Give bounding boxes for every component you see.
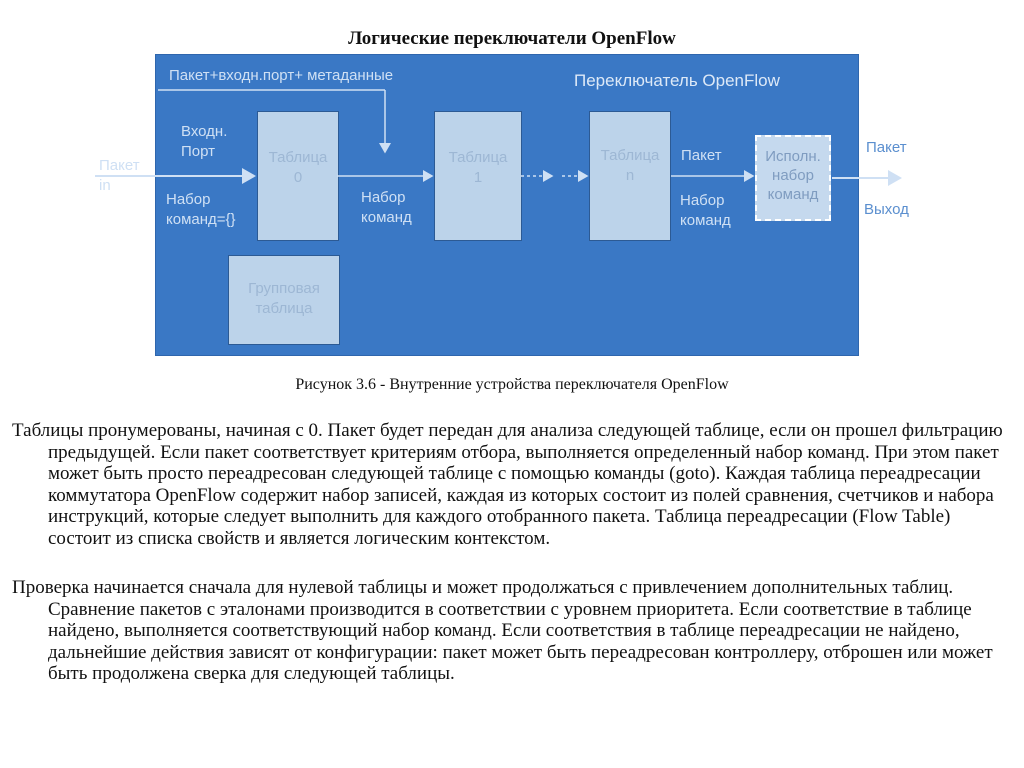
execute-line-2: набор <box>772 167 814 184</box>
table-0-line-2: 0 <box>293 169 303 186</box>
mid-action-set-line-1: Набор <box>361 189 406 206</box>
table-1-box <box>434 111 522 241</box>
output-packet-label: Пакет <box>866 139 907 156</box>
initial-action-set-label <box>166 190 236 230</box>
execute-line-3: команд <box>767 186 819 203</box>
header-label: Пакет+входн.порт+ метаданные <box>169 67 394 84</box>
packet-label: Пакет <box>681 147 722 164</box>
mid-action-set-label <box>361 188 412 228</box>
input-port-line-1: Входн. <box>181 123 228 140</box>
initial-action-set-line-1: Набор <box>166 191 211 208</box>
execute-line-1: Исполн. <box>765 148 821 165</box>
group-table-box <box>228 255 340 345</box>
input-packet-line-2: in <box>99 177 111 194</box>
input-packet-line-1: Пакет <box>99 157 140 174</box>
initial-action-set-line-2: команд={} <box>166 211 236 228</box>
input-port-line-2: Порт <box>181 143 216 160</box>
output-label: Выход <box>864 201 909 218</box>
table-n-line-1: Таблица <box>600 147 660 164</box>
group-table-line-1: Групповая <box>248 280 320 297</box>
openflow-switch-diagram <box>155 54 859 356</box>
table-0-line-1: Таблица <box>268 149 328 166</box>
paragraph-2: Проверка начинается сначала для нулевой таблицы и может продолжаться с привлечением дополнительных таблиц. Сравнение пакетов с эталонами производится в соответствии с уровнем приоритета. Если соответствие в таблице найдено, выполняется соответствующий набор команд. Если соответствия в таблице переадресации не найдено, дальнейшие действия зависят от конфигурации: пакет может быть переадресован контроллеру, отброшен или может быть продолжена сверка для следующей таблицы. <box>12 577 993 684</box>
execute-action-set-box <box>755 135 831 221</box>
input-port-label <box>181 122 227 162</box>
table-1-line-2: 1 <box>473 169 483 186</box>
input-packet-label <box>99 156 140 196</box>
figure-caption: Рисунок 3.6 - Внутренние устройства переключателя OpenFlow <box>295 376 729 393</box>
action-set-n-line-1: Набор <box>680 192 725 209</box>
mid-action-set-line-2: команд <box>361 209 412 226</box>
table-1-line-1: Таблица <box>448 149 508 166</box>
action-set-n-line-2: команд <box>680 212 731 229</box>
group-table-line-2: таблица <box>255 300 313 317</box>
table-n-box <box>589 111 671 241</box>
paragraph-1: Таблицы пронумерованы, начиная с 0. Пакет будет передан для анализа следующей таблице, если он прошел фильтрацию предыдущей. Если пакет соответствует критериям отбора, выполняется определенный набор команд. При этом пакет может быть просто переадресован следующей таблице с помощью команды (goto). Каждая таблица переадресации коммутатора OpenFlow содержит набор записей, каждая из которых состоит из полей сравнения, счетчиков и набора инструкций, которые следует выполнить для каждого отобранного пакета. Таблица переадресации (Flow Table) состоит из списка свойств и является логическим контекстом. <box>12 420 1003 549</box>
action-set-n-label <box>680 191 731 231</box>
page-title: Логические переключатели OpenFlow <box>348 28 676 49</box>
table-n-line-2: n <box>625 167 635 184</box>
switch-label: Переключатель OpenFlow <box>574 71 780 90</box>
table-0-box <box>257 111 339 241</box>
